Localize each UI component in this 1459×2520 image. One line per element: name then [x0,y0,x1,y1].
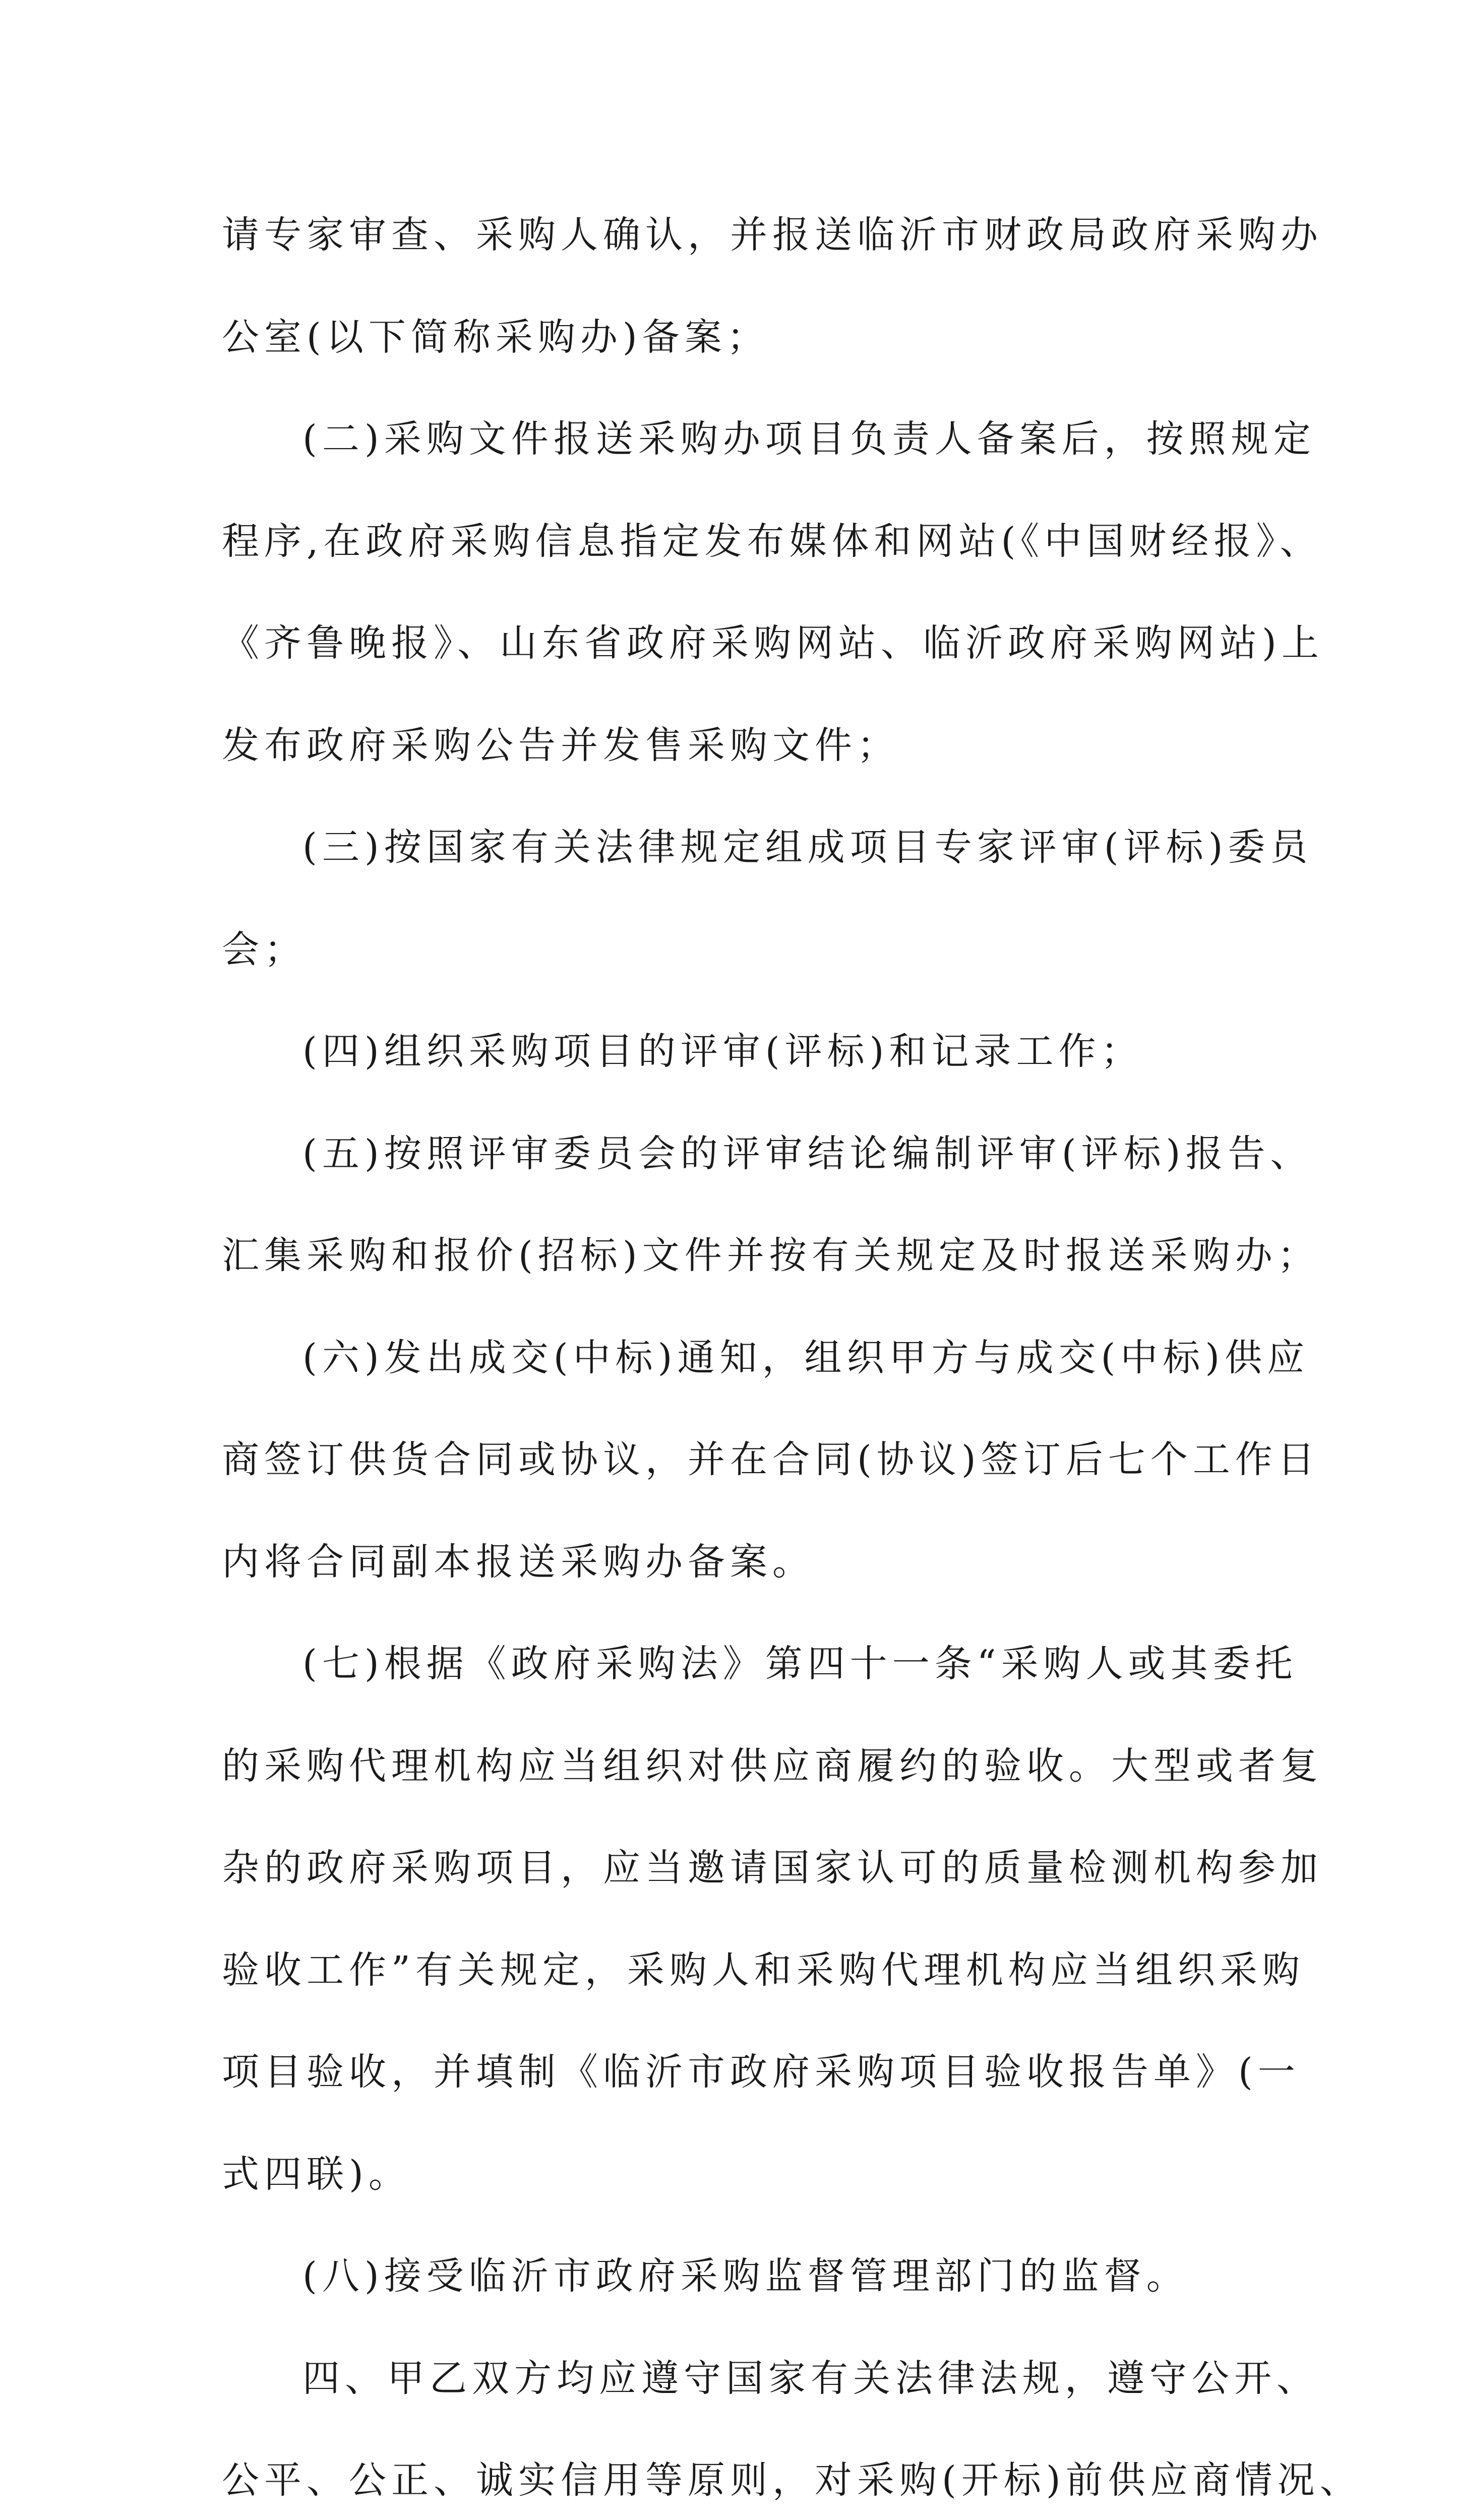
text-line-3: (二)采购文件报送采购办项目负责人备案后，按照规定 [302,417,1316,461]
text-line-19: 项目验收，并填制《临沂市政府采购项目验收报告单》(一 [222,2050,1300,2094]
document-body [222,184,1362,2520]
text-line-10: (五)按照评审委员会的评审结论编制评审(评标)报告、 [302,1131,1313,1175]
text-line-2: 公室(以下简称采购办)备案； [222,315,769,359]
text-line-1: 请专家审查、采购人确认，并报送临沂市财政局政府采购办 [222,213,1323,257]
text-line-11: 汇集采购和报价(招标)文件并按有关规定及时报送采购办； [222,1234,1320,1277]
text-line-8: 会； [222,927,307,971]
text-line-6: 发布政府采购公告并发售采购文件； [222,723,899,767]
text-line-9: (四)组织采购项目的评审(评标)和记录工作； [302,1030,1143,1073]
text-line-13: 商签订供货合同或协议，并在合同(协议)签订后七个工作日 [222,1438,1320,1481]
text-line-7: (三)按国家有关法律规定组成项目专家评审(评标)委员 [302,826,1313,869]
text-line-21: (八)接受临沂市政府采购监督管理部门的监督。 [302,2254,1189,2298]
text-line-16: 的采购代理机构应当组织对供应商履约的验收。大型或者复 [222,1744,1323,1788]
text-line-22: 四、甲乙双方均应遵守国家有关法律法规，遵守公开、 [302,2356,1319,2400]
text-line-20: 式四联)。 [222,2152,411,2196]
text-line-23: 公平、公正、诚实信用等原则，对采购(开标)前供应商情况、 [222,2459,1362,2502]
text-line-17: 杂的政府采购项目，应当邀请国家认可的质量检测机构参加 [222,1846,1323,1889]
text-line-4: 程序,在政府采购信息指定发布媒体和网站(《中国财经报》、 [222,519,1322,563]
text-line-12: (六)发出成交(中标)通知，组织甲方与成交(中标)供应 [302,1336,1310,1379]
text-line-15: (七)根据《政府采购法》第四十一条“采购人或其委托 [302,1642,1298,1685]
text-line-14: 内将合同副本报送采购办备案。 [222,1540,815,1584]
text-line-18: 验收工作”有关规定，采购人和采购代理机构应当组织采购 [222,1948,1305,1992]
text-line-5: 《齐鲁晚报》、山东省政府采购网站、临沂政府采购网站)上 [222,621,1324,665]
